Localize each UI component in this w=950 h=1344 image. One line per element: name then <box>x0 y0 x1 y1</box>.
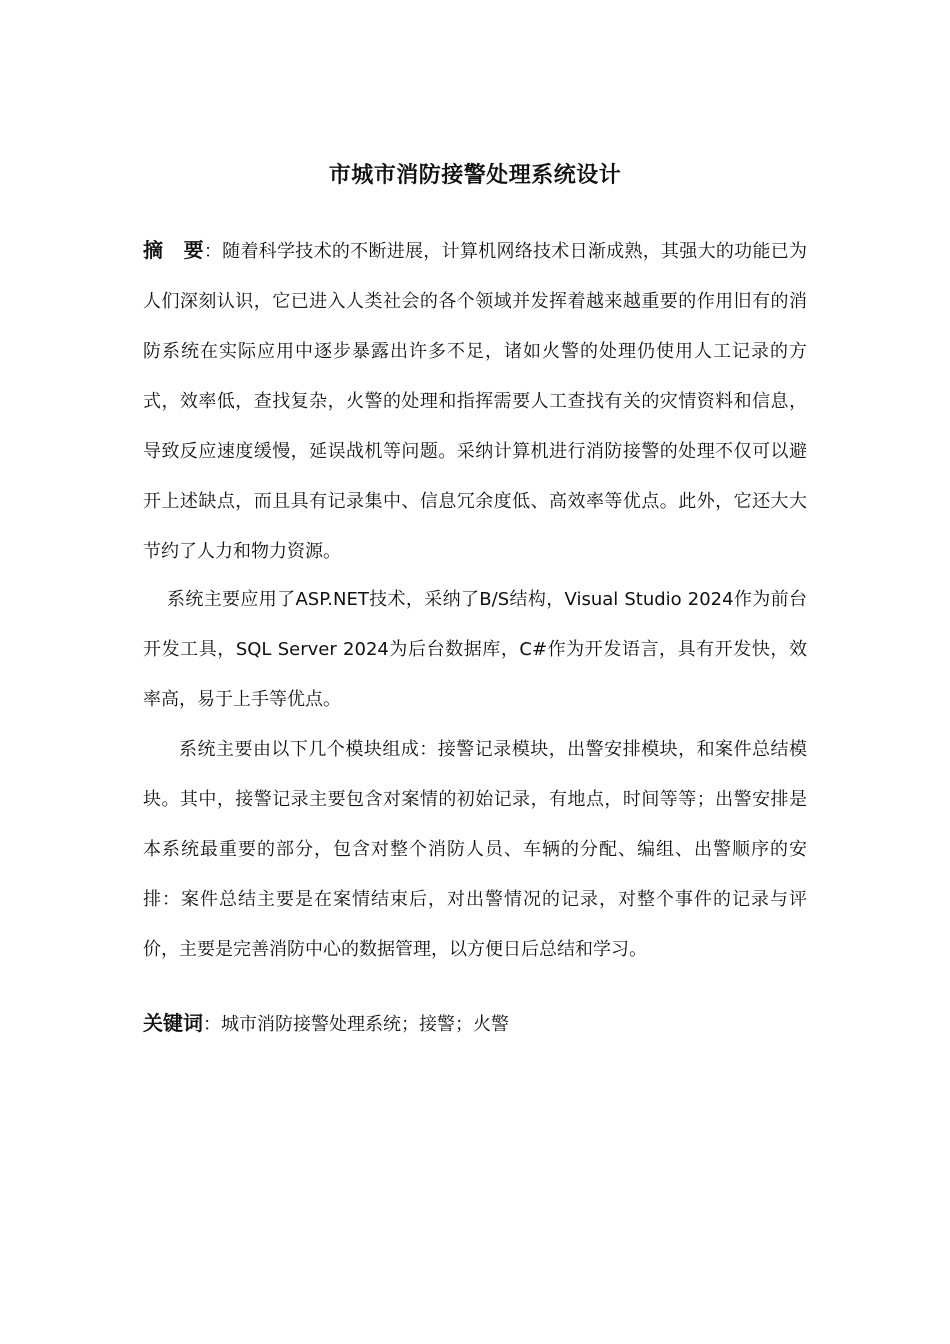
abstract-label: 摘 要 <box>143 238 204 262</box>
keywords-label: 关键词 <box>143 1011 203 1035</box>
keywords-text: 城市消防接警处理系统；接警；火警 <box>221 1014 509 1035</box>
abstract-paragraph <box>143 225 807 577</box>
modules-paragraph: 系统主要由以下几个模块组成：接警记录模块，出警安排模块，和案件总结模块。其中，接警记录主要包含对案情的初始记录，有地点，时间等等；出警安排是本系统最重要的部分，包含对整个消防人员、车辆的分配、编组、出警顺序的安排：案件总结主要是在案情结束后，对出警情况的记录，对整个事件的记录与评价，主要是完善消防中心的数据管理，以方便日后总结和学习。 <box>143 739 807 960</box>
keywords-line <box>143 998 807 1050</box>
abstract-separator: ： <box>203 241 223 262</box>
technology-paragraph: 系统主要应用了ASP.NET技术，采纳了B/S结构，Visual Studio 2024作为前台开发工具，SQL Server 2024为后台数据库，C#作为开发语言，具有开发快，效率高，易于上手等优点。 <box>143 589 807 710</box>
document-title: 市城市消防接警处理系统设计 <box>328 163 622 188</box>
keywords-separator: ： <box>203 1014 221 1035</box>
abstract-text: 随着科学技术的不断进展，计算机网络技术日渐成熟，其强大的功能已为人们深刻认识，它已进入人类社会的各个领域并发挥着越来越重要的作用旧有的消防系统在实际应用中逐步暴露出许多不足，诸如火警的处理仍使用人工记录的方式，效率低，查找复杂，火警的处理和指挥需要人工查找有关的灾情资料和信息，导致反应速度缓慢，延误战机等问题。采纳计算机进行消防接警的处理不仅可以避开上述缺点，而且具有记录集中、信息冗余度低、高效率等优点。此外，它还大大节约了人力和物力资源。 <box>143 241 808 562</box>
